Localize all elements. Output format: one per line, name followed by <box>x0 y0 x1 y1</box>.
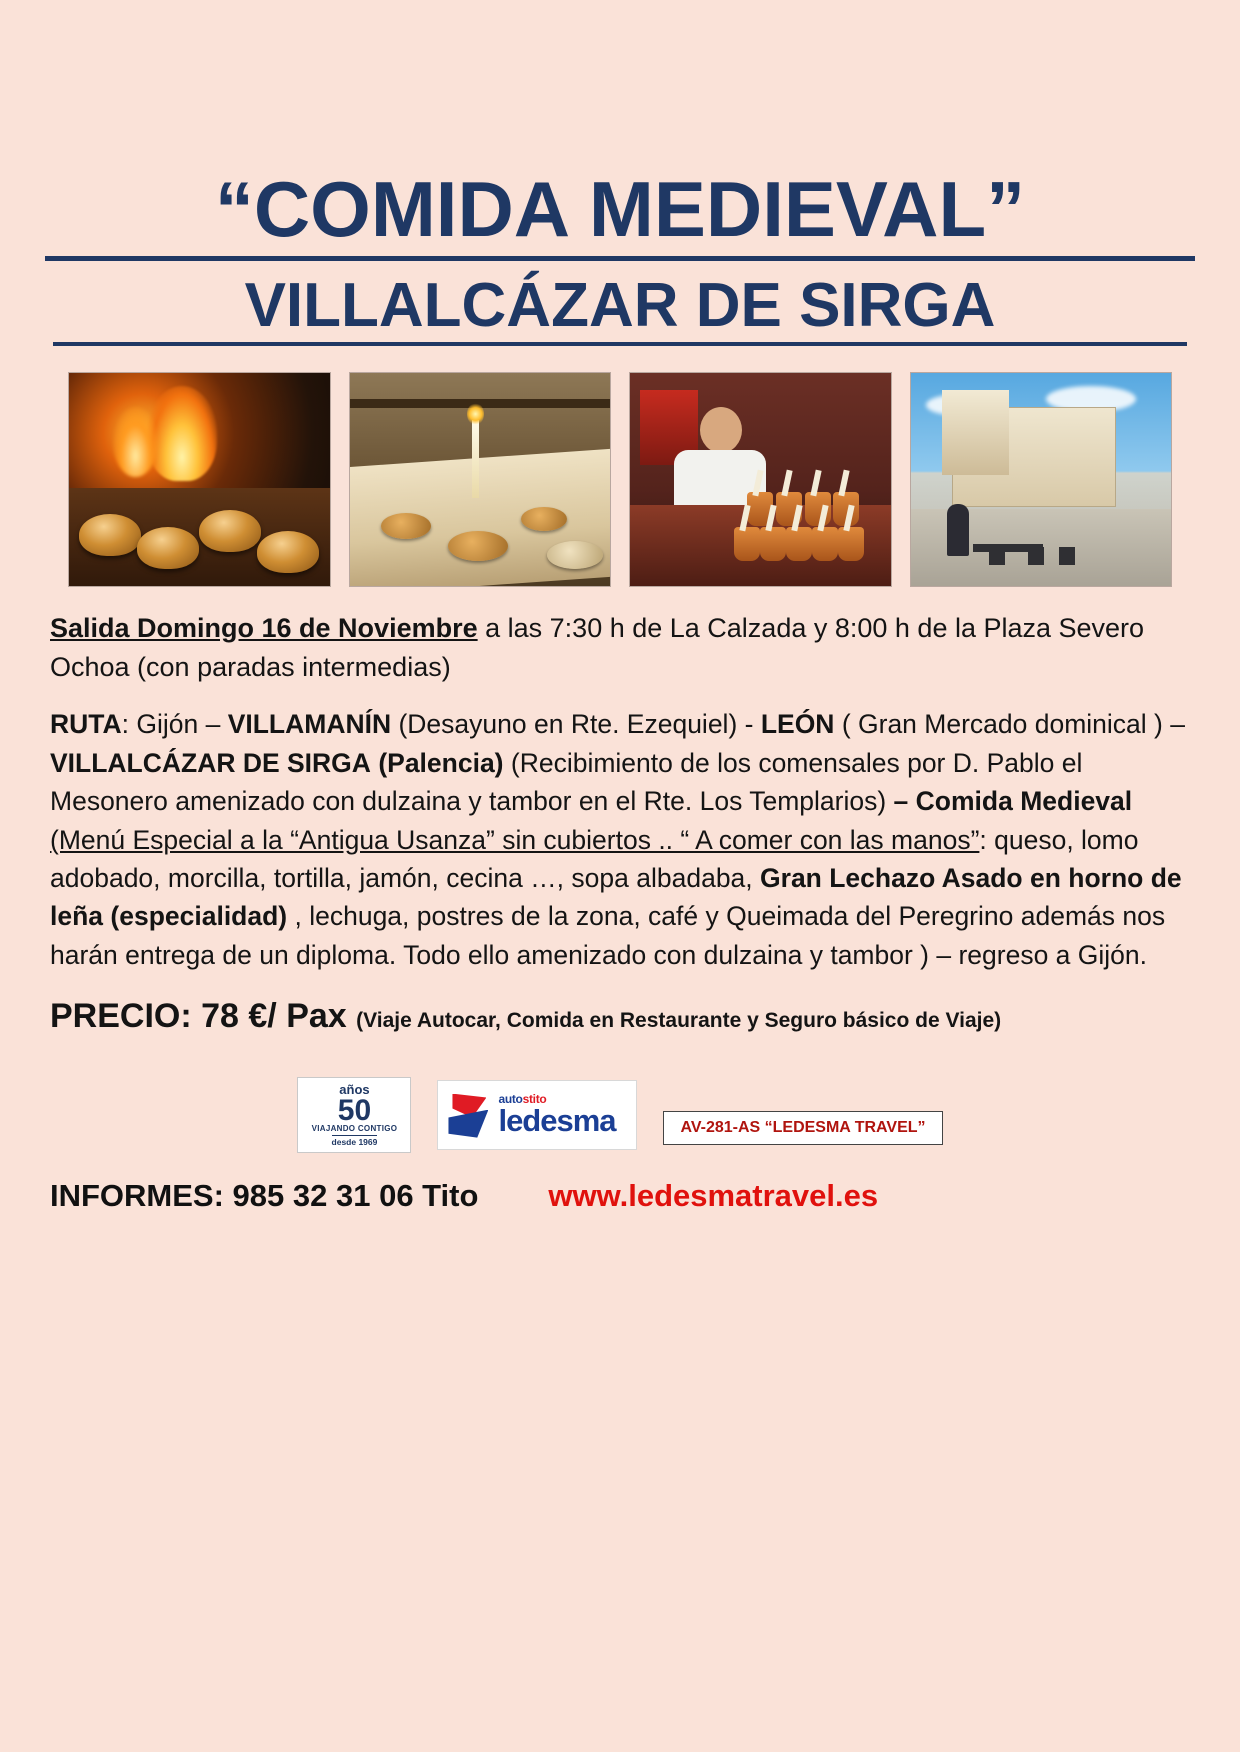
person-silhouette <box>947 504 969 556</box>
photo-long-medieval-table <box>349 372 612 587</box>
roast-chicken <box>199 510 261 552</box>
clay-jar <box>760 527 786 561</box>
candle-icon <box>472 420 479 498</box>
departure-lead: Salida Domingo 16 de Noviembre <box>50 613 478 644</box>
stool <box>989 547 1005 565</box>
page-subtitle: VILLALCÁZAR DE SIRGA <box>53 261 1187 346</box>
agency-name: ledesma <box>498 1103 616 1139</box>
swoosh-icon <box>444 1090 496 1140</box>
stool <box>1028 547 1044 565</box>
clay-jar <box>786 527 812 561</box>
swoosh-blue-shape <box>448 1110 488 1138</box>
footer-row <box>50 1178 1190 1214</box>
stool <box>1059 547 1075 565</box>
route-paragraph <box>50 705 1190 974</box>
agency-auto-prefix: auto <box>498 1092 523 1107</box>
route-tail: además nos harán entrega de un diploma. Todo ello amenizado con dulzaina y tambor ) – regreso a Gijón. <box>50 901 1166 970</box>
licence-badge: AV-281-AS “LEDESMA TRAVEL” <box>663 1111 942 1145</box>
anniversary-tagline: VIAJANDO CONTIGO <box>311 1124 398 1134</box>
photo-queimada-jars <box>629 372 892 587</box>
title-block <box>50 0 1190 346</box>
photo-fire-roast-chickens <box>68 372 331 587</box>
dish <box>381 513 431 539</box>
meal-title: Comida Medieval <box>915 786 1133 817</box>
anniversary-years-label: años <box>339 1082 370 1098</box>
route-label: RUTA <box>50 709 122 740</box>
departure-paragraph <box>50 609 1190 687</box>
dish <box>521 507 567 531</box>
route-stop-villamanin: VILLAMANÍN <box>227 709 392 740</box>
route-dash: – <box>893 786 909 817</box>
dish <box>448 531 508 561</box>
photo-strip <box>50 372 1190 587</box>
church-tower <box>942 390 1010 475</box>
route-seg4: (Recibimiento de los comensales por D. Pablo el Mesonero amenizado con dulzaina y tambor en el Rte. Los Templarios) <box>50 747 1083 817</box>
agency-brand <box>498 1092 616 1139</box>
agency-auto-suffix: stito <box>522 1092 547 1107</box>
menu-items-2: , lechuga, postres de la zona, café y Queimada del Peregrino <box>287 901 1014 932</box>
flame-icon <box>147 386 217 481</box>
clay-jar <box>734 527 760 561</box>
menu-items: : queso, lomo adobado, morcilla, tortilla, jamón, cecina …, sopa albadaba, <box>50 824 1139 894</box>
anniversary-since: desde 1969 <box>331 1137 378 1148</box>
anniversary-logo <box>297 1077 411 1153</box>
roast-chicken <box>257 531 319 573</box>
menu-highlight: Gran Lechazo Asado en horno de leña (especialidad) <box>50 863 1182 932</box>
logo-row <box>50 1076 1190 1154</box>
poster-body <box>50 609 1190 1042</box>
roast-chicken <box>79 514 141 556</box>
route-seg1: : Gijón – <box>121 709 228 740</box>
route-stop-villalcazar: VILLALCÁZAR DE SIRGA <box>50 747 371 778</box>
page-title: “COMIDA MEDIEVAL” <box>45 170 1195 261</box>
roast-chicken <box>137 527 199 569</box>
price-line <box>50 992 1190 1041</box>
person-head <box>700 407 742 453</box>
clay-jar <box>812 527 838 561</box>
price-label: PRECIO: 78 €/ Pax <box>50 997 347 1036</box>
price-includes: (Viaje Autocar, Comida en Restaurante y Seguro básico de Viaje) <box>356 1009 1002 1033</box>
route-stop-leon: LEÓN <box>760 709 835 740</box>
departure-rest: a las 7:30 h de La Calzada y 8:00 h de la Plaza Severo Ochoa (con paradas intermedias) <box>50 613 1145 683</box>
photo-church-exterior <box>910 372 1173 587</box>
route-province: (Palencia) <box>378 747 504 778</box>
route-seg3: ( Gran Mercado dominical ) – <box>834 709 1185 740</box>
clay-jar <box>838 527 864 561</box>
contact-phone: INFORMES: 985 32 31 06 Tito <box>50 1177 479 1213</box>
flame-secondary-icon <box>113 407 158 477</box>
website-link[interactable]: www.ledesmatravel.es <box>548 1177 879 1213</box>
anniversary-number: 50 <box>337 1094 372 1128</box>
agency-logo <box>437 1080 637 1150</box>
route-seg2: (Desayuno en Rte. Ezequiel) - <box>391 709 761 740</box>
menu-underlined: (Menú Especial a la “Antigua Usanza” sin cubiertos .. “ A comer con las manos” <box>50 824 980 855</box>
